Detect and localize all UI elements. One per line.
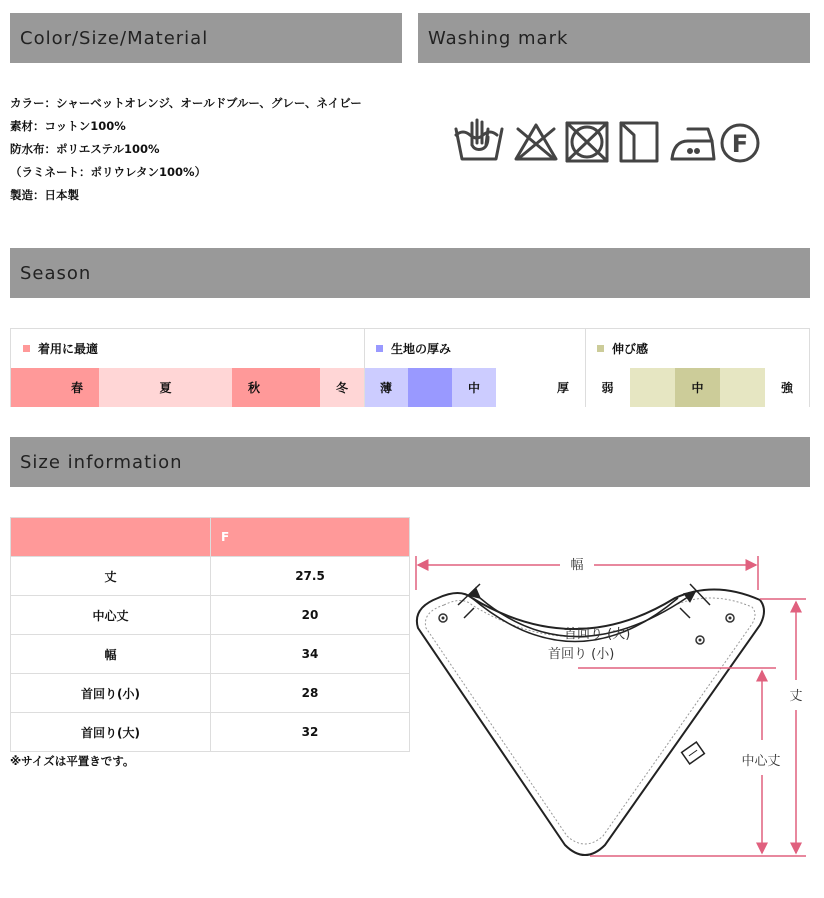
thickness-cell-medium: 中 xyxy=(452,368,496,407)
thickness-cell-thick: 厚 xyxy=(541,368,585,407)
row-label: 首回り(小) xyxy=(11,674,211,713)
thickness-header xyxy=(364,329,585,368)
laminate-line: （ラミネート：ポリウレタン100%） xyxy=(10,165,207,179)
snap-button xyxy=(442,617,445,620)
group-divider xyxy=(585,329,586,407)
row-value: 34 xyxy=(211,635,410,674)
wear-swatch xyxy=(23,345,30,352)
material-header: Color/Size/Material xyxy=(10,13,402,63)
stretch-cell xyxy=(720,368,765,407)
thickness-cell xyxy=(408,368,452,407)
center-length-label: 中心丈 xyxy=(741,754,781,769)
material-info xyxy=(10,92,362,207)
stretch-cell xyxy=(630,368,675,407)
season-table xyxy=(10,328,810,407)
width-dimension xyxy=(416,556,758,590)
washing-header: Washing mark xyxy=(418,13,810,63)
table-row xyxy=(11,635,410,674)
fabric-line: 素材：コットン100% xyxy=(10,119,126,133)
color-line: カラー：シャーベットオレンジ、オールドブルー、グレー、ネイビー xyxy=(10,96,362,110)
neck-small-label: 首回り (小) xyxy=(548,647,615,662)
bib-diagram xyxy=(410,550,824,880)
thickness-swatch xyxy=(376,345,383,352)
size-note: ※サイズは平置きです。 xyxy=(10,754,135,768)
no-bleach-icon xyxy=(516,125,556,159)
waterproof-line: 防水布：ポリエステル100% xyxy=(10,142,160,156)
neck-large-label: 首回り (大) xyxy=(564,627,631,642)
wear-label: 着用に最適 xyxy=(38,342,99,356)
thickness-cell xyxy=(496,368,541,407)
stretch-cell-strong: 強 xyxy=(765,368,809,407)
hand-wash-icon xyxy=(456,120,502,159)
size-header: Size information xyxy=(10,437,810,487)
wear-cell-winter: 冬 xyxy=(320,368,364,407)
made-in-line: 製造：日本製 xyxy=(10,188,79,202)
length-label: 丈 xyxy=(789,689,803,704)
size-table-header xyxy=(11,518,410,557)
table-row xyxy=(11,713,410,752)
group-divider xyxy=(364,329,365,407)
stretch-header xyxy=(585,329,809,368)
stretch-swatch xyxy=(597,345,604,352)
row-value: 20 xyxy=(211,596,410,635)
thickness-cell-thin: 薄 xyxy=(364,368,408,407)
row-label: 首回り(大) xyxy=(11,713,211,752)
wear-cell-spring: 春 xyxy=(55,368,99,407)
size-header-f: F xyxy=(211,518,410,557)
dry-clean-letter: F xyxy=(731,130,749,158)
wear-cell-autumn: 秋 xyxy=(232,368,276,407)
size-header-empty xyxy=(11,518,211,557)
row-value: 32 xyxy=(211,713,410,752)
row-label: 丈 xyxy=(11,557,211,596)
stretch-cell-medium: 中 xyxy=(675,368,720,407)
snap-button xyxy=(729,617,732,620)
washing-marks xyxy=(450,115,770,167)
table-row xyxy=(11,557,410,596)
wear-cell xyxy=(276,368,320,407)
table-row xyxy=(11,596,410,635)
row-value: 28 xyxy=(211,674,410,713)
wear-header xyxy=(11,329,364,368)
row-label: 中心丈 xyxy=(11,596,211,635)
thickness-label: 生地の厚み xyxy=(391,342,452,356)
table-row xyxy=(11,674,410,713)
line-dry-icon xyxy=(621,123,657,161)
row-value: 27.5 xyxy=(211,557,410,596)
no-tumble-dry-icon xyxy=(567,123,607,161)
width-label: 幅 xyxy=(570,558,584,573)
size-table xyxy=(10,517,410,752)
wear-cell xyxy=(11,368,55,407)
bib-tag xyxy=(682,742,705,764)
stretch-label: 伸び感 xyxy=(612,342,649,356)
snap-button xyxy=(699,639,702,642)
stretch-cell-weak: 弱 xyxy=(585,368,630,407)
row-label: 幅 xyxy=(11,635,211,674)
wear-cell-summer: 夏 xyxy=(99,368,232,407)
iron-low-icon xyxy=(672,129,714,159)
season-header: Season xyxy=(10,248,810,298)
